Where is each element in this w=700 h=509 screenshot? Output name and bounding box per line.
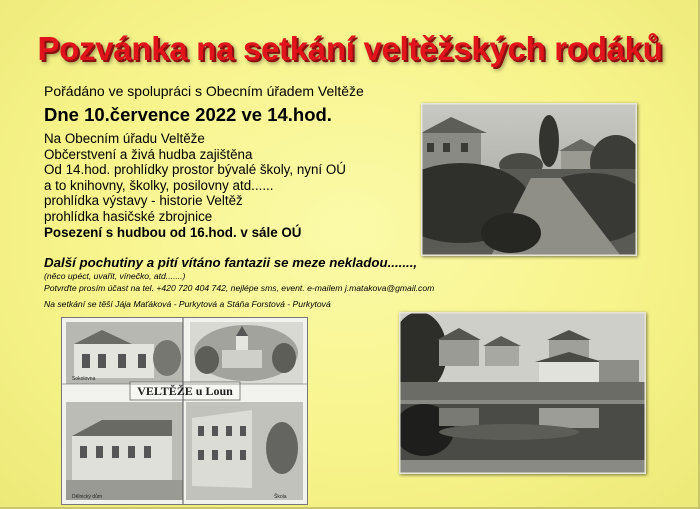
info-line: prohlídka výstavy - historie Veltěž <box>44 193 243 209</box>
historic-postcard-collage <box>61 317 308 505</box>
poster-title: Pozvánka na setkání veltěžských rodáků <box>37 30 663 67</box>
historic-village-photo <box>421 103 637 256</box>
historic-pond-photo <box>399 312 646 474</box>
bake-note: (něco upéct, uvařit, vínečko, atd.......) <box>44 271 186 281</box>
postcard-caption: Škola <box>274 494 287 500</box>
organized-by-text: Pořádáno ve spolupráci s Obecním úřadem Veltěže <box>44 83 364 99</box>
info-line: a to knihovny, školky, posilovny atd...... <box>44 177 274 193</box>
music-line: Posezení s hudbou od 16.hod. v sále OÚ <box>44 224 302 240</box>
program-info <box>44 131 346 240</box>
postcard-center-label: VELTĚŽE u Loun <box>137 384 233 398</box>
rsvp-contact: Potvrďte prosím účast na tel. +420 720 404 742, nejlépe sms, event. e-mailem j.matakova@gmail.com <box>44 283 435 293</box>
info-line: Na Obecním úřadu Veltěže <box>44 131 205 146</box>
info-line: prohlídka hasičské zbrojnice <box>44 208 213 224</box>
food-drinks-welcome: Další pochutiny a pití vítáno fantazii se meze nekladou......., <box>44 255 418 270</box>
info-line: Od 14.hod. prohlídky prostor bývalé školy, nyní OÚ <box>44 162 346 178</box>
info-line: Občerstvení a živá hudba zajištěna <box>44 146 253 162</box>
organizers-signature: Na setkání se těší Jája Maťáková - Purkytová a Stáňa Forstová - Purkytová <box>44 299 331 309</box>
postcard-caption: Sokolovna <box>72 376 96 382</box>
event-date: Dne 10.července 2022 ve 14.hod. <box>44 104 332 125</box>
postcard-caption: Dělnický dům <box>72 494 103 500</box>
